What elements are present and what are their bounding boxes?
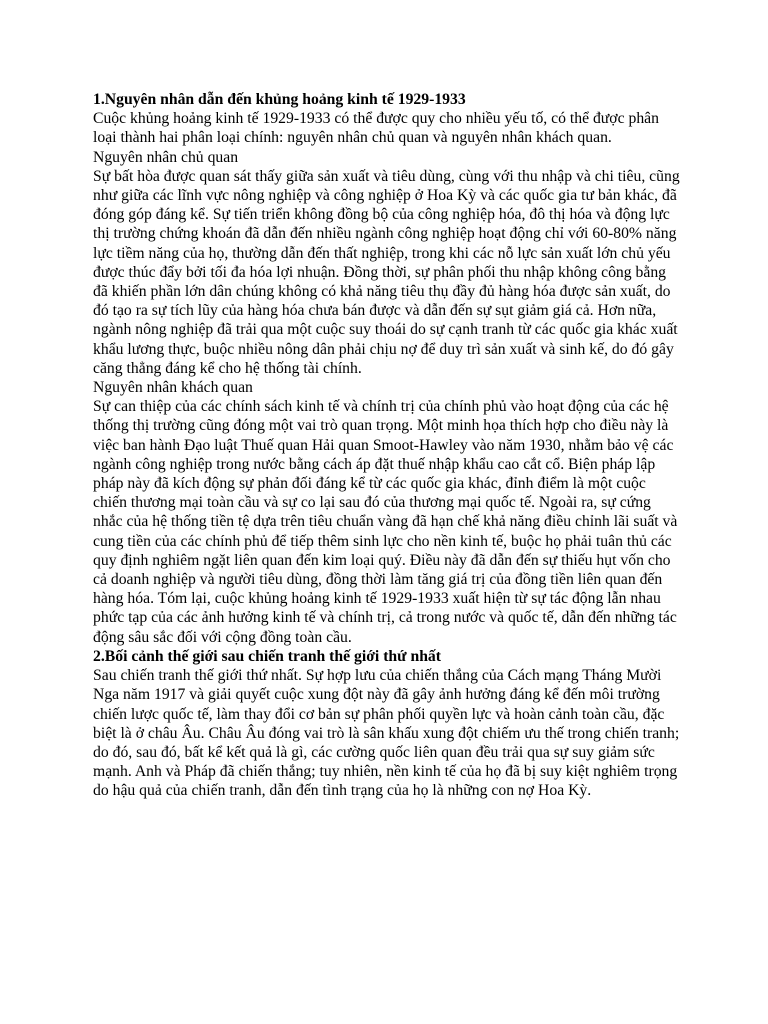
subheading-objective-causes: Nguyên nhân khách quan [93,379,253,397]
intro-paragraph: Cuộc khủng hoảng kinh tế 1929-1933 có thể được quy cho nhiều yếu tố, có thể được phân loại thành hai phân loại chính: nguyên nhân chủ quan và nguyên nhân khách quan. [93,110,659,147]
paragraph-objective-causes: Sự can thiệp của các chính sách kinh tế và chính trị của chính phủ vào hoạt động của các hệ thống thị trường cũng đóng một vai trò quan trọng. Một minh họa thích hợp cho điều này là việc ban hành Đạo luật Thuế quan Hải quan Smoot-Hawley vào năm 1930, nhằm bảo vệ các ngành công nghiệp trong nước bằng cách áp đặt thuế nhập khẩu cao cắt cổ. Biện pháp lập pháp này đã kích động sự phản đối đáng kể từ các quốc gia khác, đỉnh điểm là một cuộc chiến thương mại toàn cầu và sự co lại sau đó của thương mại quốc tế. Ngoài ra, sự cứng nhắc của hệ thống tiền tệ dựa trên tiêu chuẩn vàng đã hạn chế khả năng điều chỉnh lãi suất và cung tiền của các chính phủ để tiếp thêm sinh lực cho nền kinh tế, buộc họ phải tuân thủ các quy định nghiêm ngặt liên quan đến kim loại quý. Điều này đã dẫn đến sự thiếu hụt vốn cho cả doanh nghiệp và người tiêu dùng, đồng thời làm tăng giá trị của đồng tiền liên quan đến hàng hóa. Tóm lại, cuộc khủng hoảng kinh tế 1929-1933 xuất hiện từ sự tác động lẫn nhau phức tạp của các ảnh hưởng kinh tế và chính trị, cả trong nước và quốc tế, dẫn đến những tác động sâu sắc đối với cộng đồng toàn cầu. [93,398,678,646]
section-heading-post-war-context: 2.Bối cảnh thế giới sau chiến tranh thế giới thứ nhất [93,647,441,665]
subheading-subjective-causes: Nguyên nhân chủ quan [93,148,239,166]
section-heading-causes: 1.Nguyên nhân dẫn đến khủng hoảng kinh tế 1929-1933 [93,91,466,108]
paragraph-subjective-causes: Sự bất hòa được quan sát thấy giữa sản xuất và tiêu dùng, cùng với thu nhập và chi tiêu, cũng như giữa các lĩnh vực nông nghiệp và công nghiệp ở Hoa Kỳ và các quốc gia tư bản khác, đã đóng góp đáng kể. Sự tiến triển không đồng bộ của công nghiệp hóa, đô thị hóa và động lực thị trường chứng khoán đã dẫn đến nhiều ngành công nghiệp hoạt động chỉ với 60-80% năng lực tiềm năng của họ, thường dẫn đến thất nghiệp, trong khi các nỗ lực sản xuất lớn chủ yếu được thúc đẩy bởi tối đa hóa lợi nhuận. Đồng thời, sự phân phối thu nhập không công bằng đã khiến phần lớn dân chúng không có khả năng tiêu thụ đầy đủ hàng hóa được sản xuất, do đó tạo ra sự tích lũy của hàng hóa chưa bán được và dẫn đến sự sụt giảm giá cả. Hơn nữa, ngành nông nghiệp đã trải qua một cuộc suy thoái do sự cạnh tranh từ các quốc gia khác xuất khẩu lương thực, buộc nhiều nông dân phải chịu nợ để duy trì sản xuất và sinh kế, do đó gây căng thẳng đáng kể cho hệ thống tài chính. [93,167,680,377]
document-page [93,90,683,801]
paragraph-post-war-context: Sau chiến tranh thế giới thứ nhất. Sự hợp lưu của chiến thắng của Cách mạng Tháng Mười Nga năm 1917 và giải quyết cuộc xung đột này đã gây ảnh hưởng đáng kể đến môi trường chiến lược quốc tế, làm thay đổi cơ bản sự phân phối quyền lực và hoàn cảnh toàn cầu, đặc biệt là ở châu Âu. Châu Âu đóng vai trò là sân khấu xung đột chiếm ưu thế trong chiến tranh; do đó, sau đó, bất kể kết quả là gì, các cường quốc liên quan đều trải qua sự suy giảm sức mạnh. Anh và Pháp đã chiến thắng; tuy nhiên, nền kinh tế của họ đã bị suy kiệt nghiêm trọng do hậu quả của chiến tranh, dẫn đến tình trạng của họ là những con nợ Hoa Kỳ. [93,667,680,800]
